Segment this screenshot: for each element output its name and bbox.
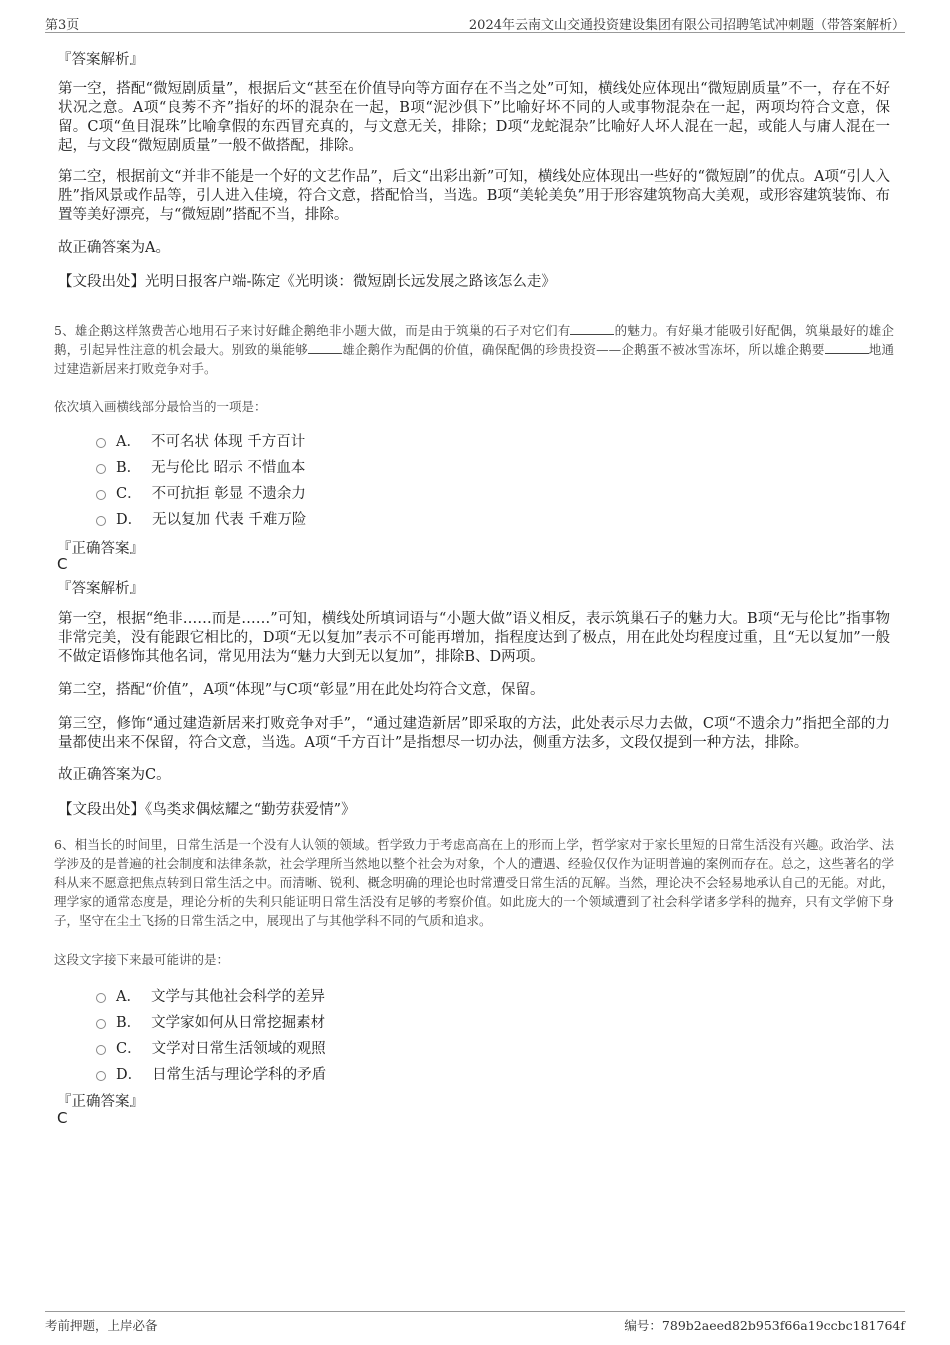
option-c[interactable]: C． 文学对日常生活领域的观照 xyxy=(96,1037,326,1058)
question-6-prompt: 这段文字接下来最可能讲的是： xyxy=(54,952,230,967)
document-title: 2024年云南文山交通投资建设集团有限公司招聘笔试冲刺题（带答案解析） xyxy=(468,18,905,33)
radio-icon[interactable] xyxy=(96,1071,106,1081)
radio-icon[interactable] xyxy=(96,1019,106,1029)
page-number: 第3页 xyxy=(45,18,80,33)
correct-answer-label: 『正确答案』 xyxy=(57,541,144,557)
radio-icon[interactable] xyxy=(96,438,106,448)
analysis-paragraph: 第一空，搭配“微短剧质量”，根据后文“甚至在价值导向等方面存在不当之处”可知，横线处应体现出“微短剧质量”不一，存在不好状况之意。A项“良莠不齐”指好的坏的混杂在一起，B项“泥沙俱下”比喻好坏不同的人或事物混杂在一起，两项均符合文意，保留。C项“鱼目混珠”比喻拿假的东西冒充真的，与文意无关，排除；D项“龙蛇混杂”比喻好人坏人混在一起，或能人与庸人混在一起，与文段“微短剧质量”一般不做搭配，排除。 xyxy=(58,81,890,154)
correct-answer-label: 『正确答案』 xyxy=(57,1094,144,1110)
analysis-label: 『答案解析』 xyxy=(57,581,144,597)
question-5-text: 5、雄企鹅这样煞费苦心地用石子来讨好雌企鹅绝非小题大做，而是由于筑巢的石子对它们有 的魅力。有好巢才能吸引好配偶，筑巢最好的雄企鹅，引起异性注意的机会最大。别致的巢能够 雄企鹅作为配偶的价值，确保配偶的珍贵投资——企鹅蛋不被冰雪冻坏，所以雄企鹅要 地通过建造新居来打败竞争对手。 xyxy=(54,323,894,376)
correct-answer: C xyxy=(57,555,68,573)
correct-answer: C xyxy=(57,1109,68,1127)
option-a[interactable]: A． 文学与其他社会科学的差异 xyxy=(96,985,325,1006)
conclusion-text: 故正确答案为A。 xyxy=(58,240,170,256)
radio-icon[interactable] xyxy=(96,516,106,526)
option-c[interactable]: C． 不可抗拒 彰显 不遗余力 xyxy=(96,482,306,503)
blank-line xyxy=(308,341,342,354)
footer-slogan: 考前押题，上岸必备 xyxy=(45,1318,158,1333)
option-d[interactable]: D． 无以复加 代表 千难万险 xyxy=(96,508,306,529)
source-text: 【文段出处】光明日报客户端-陈定《光明谈：微短剧长远发展之路该怎么走》 xyxy=(58,274,556,290)
radio-icon[interactable] xyxy=(96,464,106,474)
option-d[interactable]: D． 日常生活与理论学科的矛盾 xyxy=(96,1063,326,1084)
option-a[interactable]: A． 不可名状 体现 千方百计 xyxy=(96,430,305,451)
question-6-text: 6、相当长的时间里，日常生活是一个没有人认领的领域。哲学致力于考虑高高在上的形而上学，哲学家对于家长里短的日常生活没有兴趣。政治学、法学涉及的是普遍的社会制度和法律条款，社会学理所当然地以整个社会为对象，个人的遭遇、经验仅仅作为证明普遍的案例而存在。总之，这些著名的学科从来不愿意把焦点转到日常生活之中。而清晰、锐利、概念明确的理论也时常遭受日常生活的瓦解。当然，理论决不会轻易地承认自己的无能。对此，理学家的通常态度是，理论分析的失利只能证明日常生活没有足够的考察价值。如此庞大的一个领域遭到了社会科学诸多学科的抛弃，只有文学俯下身子，坚守在尘土飞扬的日常生活之中，展现出了与其他学科不同的气质和追求。 xyxy=(54,837,894,928)
analysis-paragraph: 第二空，搭配“价值”，A项“体现”与C项“彰显”用在此处均符合文意，保留。 xyxy=(58,682,545,698)
analysis-label: 『答案解析』 xyxy=(57,52,144,68)
option-b[interactable]: B． 文学家如何从日常挖掘素材 xyxy=(96,1011,325,1032)
analysis-paragraph: 第三空，修饰“通过建造新居来打败竞争对手”，“通过建造新居”即采取的方法，此处表示尽力去做，C项“不遗余力”指把全部的力量都使出来不保留，符合文意，当选。A项“千方百计”是指想尽一切办法，侧重方法多，文段仅提到一种方法，排除。 xyxy=(58,716,890,751)
source-text: 【文段出处】《鸟类求偶炫耀之“勤劳获爱情”》 xyxy=(58,802,356,818)
analysis-paragraph: 第二空，根据前文“并非不能是一个好的文艺作品”，后文“出彩出新”可知，横线处应体现出一些好的“微短剧”的优点。A项“引人入胜”指风景或作品等，引人进入佳境，符合文意，搭配恰当，当选。B项“美轮美奂”用于形容建筑物高大美观，或形容建筑装饰、布置等美好漂亮，与“微短剧”搭配不当，排除。 xyxy=(58,169,890,223)
radio-icon[interactable] xyxy=(96,993,106,1003)
page-header xyxy=(45,12,905,33)
page-footer xyxy=(45,1311,905,1334)
analysis-paragraph: 第一空，根据“绝非……而是……”可知，横线处所填词语与“小题大做”语义相反，表示筑巢石子的魅力大。B项“无与伦比”指事物非常完美，没有能跟它相比的，D项“无以复加”表示不可能再增加，指程度达到了极点，用在此处均程度过重，且“无以复加”一般不做定语修饰其他名词，常见用法为“魅力大到无以复加”，排除B、D两项。 xyxy=(58,611,890,665)
option-b[interactable]: B． 无与伦比 昭示 不惜血本 xyxy=(96,456,305,477)
conclusion-text: 故正确答案为C。 xyxy=(58,767,171,783)
blank-line xyxy=(570,322,614,335)
question-5-prompt: 依次填入画横线部分最恰当的一项是： xyxy=(54,399,267,414)
radio-icon[interactable] xyxy=(96,490,106,500)
radio-icon[interactable] xyxy=(96,1045,106,1055)
blank-line xyxy=(825,341,869,354)
document-id: 编号：789b2aeed82b953f66a19ccbc181764f xyxy=(624,1318,905,1333)
